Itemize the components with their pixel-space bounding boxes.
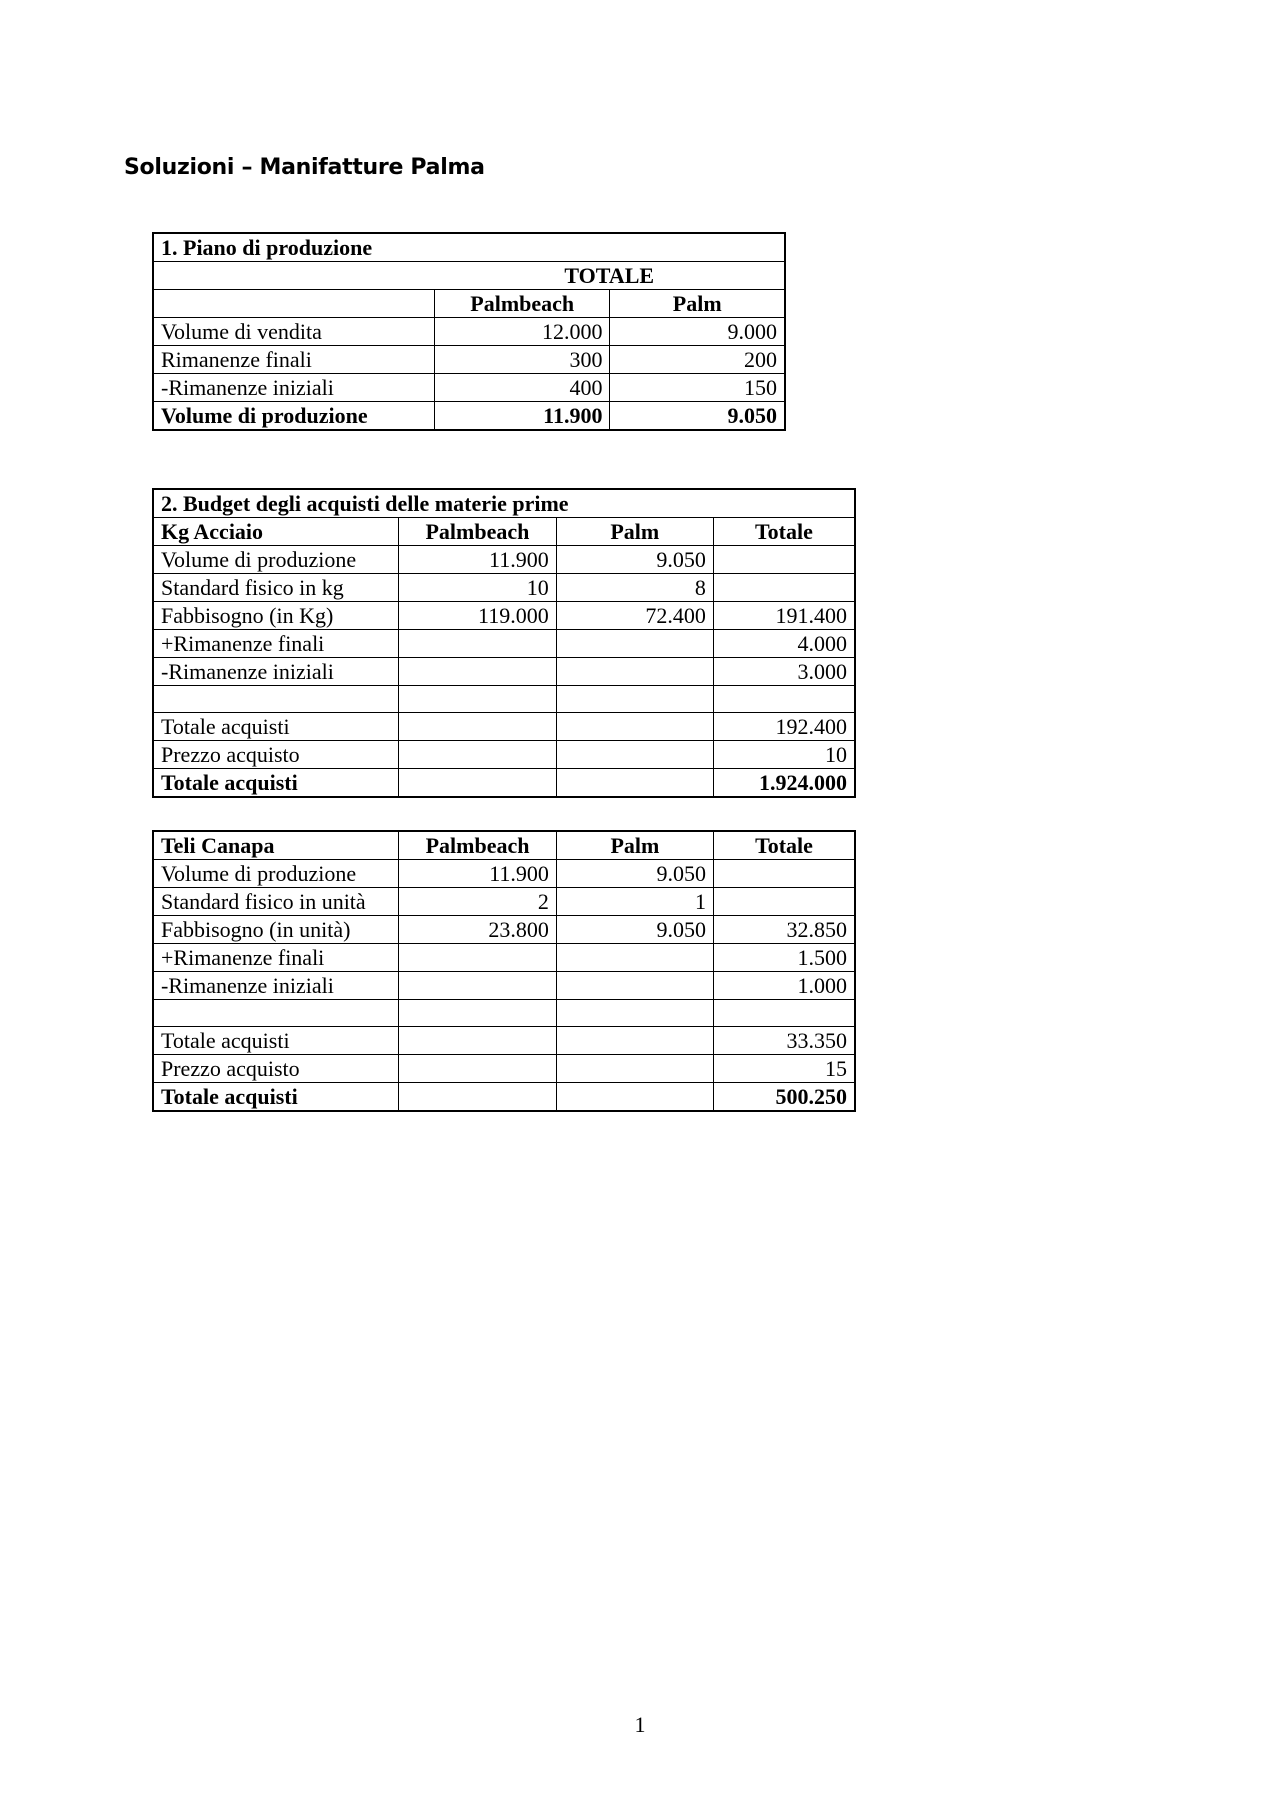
table-cell bbox=[399, 944, 557, 972]
column-header: Totale bbox=[713, 831, 855, 860]
column-header: Palm bbox=[556, 831, 713, 860]
row-label: Volume di vendita bbox=[153, 318, 434, 346]
table-cell: 1.500 bbox=[713, 944, 855, 972]
table-cell bbox=[556, 972, 713, 1000]
row-label: Fabbisogno (in unità) bbox=[153, 916, 399, 944]
table-cell bbox=[399, 1083, 557, 1112]
table-cell bbox=[713, 686, 855, 713]
row-label: Totale acquisti bbox=[153, 769, 399, 798]
hemp-purchases-table bbox=[152, 830, 856, 1112]
table-cell bbox=[556, 741, 713, 769]
table-cell: 23.800 bbox=[399, 916, 557, 944]
row-label: Prezzo acquisto bbox=[153, 1055, 399, 1083]
table-cell bbox=[556, 630, 713, 658]
table-row bbox=[153, 1083, 855, 1112]
row-label: Totale acquisti bbox=[153, 1027, 399, 1055]
table-cell bbox=[556, 1027, 713, 1055]
production-plan-heading: 1. Piano di produzione bbox=[153, 233, 785, 262]
table-cell: 1 bbox=[556, 888, 713, 916]
table-cell bbox=[556, 944, 713, 972]
table-cell: 10 bbox=[399, 574, 557, 602]
table-row bbox=[153, 658, 855, 686]
table-cell bbox=[556, 769, 713, 798]
table-row bbox=[153, 860, 855, 888]
table-cell: 3.000 bbox=[713, 658, 855, 686]
table-cell: 191.400 bbox=[713, 602, 855, 630]
row-label: +Rimanenze finali bbox=[153, 630, 399, 658]
table-cell: 192.400 bbox=[713, 713, 855, 741]
column-header: Palm bbox=[610, 290, 785, 318]
row-label: Volume di produzione bbox=[153, 546, 399, 574]
table-cell: 1.000 bbox=[713, 972, 855, 1000]
row-label bbox=[153, 686, 399, 713]
table-cell bbox=[399, 1027, 557, 1055]
table-cell: 8 bbox=[556, 574, 713, 602]
table-row bbox=[153, 290, 785, 318]
table-cell bbox=[556, 658, 713, 686]
table-row bbox=[153, 374, 785, 402]
table-row bbox=[153, 402, 785, 431]
column-header: Palmbeach bbox=[399, 831, 557, 860]
row-label: Standard fisico in unità bbox=[153, 888, 399, 916]
table-cell: 9.000 bbox=[610, 318, 785, 346]
table-cell bbox=[713, 888, 855, 916]
table-cell: 33.350 bbox=[713, 1027, 855, 1055]
table-cell: 15 bbox=[713, 1055, 855, 1083]
row-label: Volume di produzione bbox=[153, 860, 399, 888]
steel-purchases-table bbox=[152, 488, 856, 798]
table-row bbox=[153, 262, 785, 290]
column-header: Teli Canapa bbox=[153, 831, 399, 860]
row-label: Totale acquisti bbox=[153, 713, 399, 741]
row-label: +Rimanenze finali bbox=[153, 944, 399, 972]
table-cell bbox=[556, 713, 713, 741]
table-row bbox=[153, 972, 855, 1000]
table-row bbox=[153, 489, 855, 518]
table-cell bbox=[713, 546, 855, 574]
table-cell: 400 bbox=[434, 374, 609, 402]
table-cell bbox=[399, 769, 557, 798]
table-row bbox=[153, 741, 855, 769]
table-row bbox=[153, 916, 855, 944]
table-cell bbox=[399, 972, 557, 1000]
row-label: Prezzo acquisto bbox=[153, 741, 399, 769]
table-cell bbox=[556, 1000, 713, 1027]
column-header: Totale bbox=[713, 518, 855, 546]
column-header: Palmbeach bbox=[399, 518, 557, 546]
table-row bbox=[153, 574, 855, 602]
table-row bbox=[153, 888, 855, 916]
table-row bbox=[153, 630, 855, 658]
table-cell bbox=[399, 658, 557, 686]
table-cell: 1.924.000 bbox=[713, 769, 855, 798]
table-cell bbox=[399, 713, 557, 741]
table-cell: 11.900 bbox=[399, 546, 557, 574]
column-header: Palmbeach bbox=[434, 290, 609, 318]
table-row bbox=[153, 518, 855, 546]
table-row bbox=[153, 1055, 855, 1083]
table-cell bbox=[713, 860, 855, 888]
table-cell bbox=[713, 574, 855, 602]
table-row bbox=[153, 944, 855, 972]
column-header: Palm bbox=[556, 518, 713, 546]
table-cell bbox=[399, 630, 557, 658]
purchases-budget-heading: 2. Budget degli acquisti delle materie prime bbox=[153, 489, 855, 518]
row-label: Fabbisogno (in Kg) bbox=[153, 602, 399, 630]
table-cell bbox=[399, 1055, 557, 1083]
group-header: TOTALE bbox=[434, 262, 785, 290]
table-cell: 12.000 bbox=[434, 318, 609, 346]
table-cell: 9.050 bbox=[610, 402, 785, 431]
table-cell: 4.000 bbox=[713, 630, 855, 658]
table-cell: 500.250 bbox=[713, 1083, 855, 1112]
table-cell: 11.900 bbox=[399, 860, 557, 888]
table-cell: 9.050 bbox=[556, 860, 713, 888]
table-cell: 200 bbox=[610, 346, 785, 374]
table-row bbox=[153, 346, 785, 374]
table-cell bbox=[399, 741, 557, 769]
table-cell bbox=[556, 1083, 713, 1112]
row-label: -Rimanenze iniziali bbox=[153, 658, 399, 686]
production-plan-table bbox=[152, 232, 786, 431]
row-label: -Rimanenze iniziali bbox=[153, 972, 399, 1000]
column-header: Kg Acciaio bbox=[153, 518, 399, 546]
table-cell: 72.400 bbox=[556, 602, 713, 630]
table-cell: 9.050 bbox=[556, 916, 713, 944]
table-row bbox=[153, 233, 785, 262]
row-label: Standard fisico in kg bbox=[153, 574, 399, 602]
table-row bbox=[153, 1000, 855, 1027]
table-cell: 2 bbox=[399, 888, 557, 916]
table-cell: 150 bbox=[610, 374, 785, 402]
table-cell bbox=[556, 686, 713, 713]
page-number: 1 bbox=[634, 1712, 646, 1737]
table-cell bbox=[556, 1055, 713, 1083]
table-cell: 119.000 bbox=[399, 602, 557, 630]
table-row bbox=[153, 1027, 855, 1055]
table-row bbox=[153, 831, 855, 860]
row-label bbox=[153, 1000, 399, 1027]
table-cell: 10 bbox=[713, 741, 855, 769]
table-row bbox=[153, 686, 855, 713]
table-row bbox=[153, 769, 855, 798]
table-cell bbox=[399, 686, 557, 713]
table-row bbox=[153, 546, 855, 574]
row-label: Totale acquisti bbox=[153, 1083, 399, 1112]
table-row bbox=[153, 318, 785, 346]
table-cell bbox=[399, 1000, 557, 1027]
table-row bbox=[153, 713, 855, 741]
table-row bbox=[153, 602, 855, 630]
row-label: -Rimanenze iniziali bbox=[153, 374, 434, 402]
page-title: Soluzioni – Manifatture Palma bbox=[124, 155, 485, 180]
table-cell: 11.900 bbox=[434, 402, 609, 431]
table-cell: 9.050 bbox=[556, 546, 713, 574]
table-cell: 300 bbox=[434, 346, 609, 374]
table-cell bbox=[713, 1000, 855, 1027]
row-label: Volume di produzione bbox=[153, 402, 434, 431]
table-cell: 32.850 bbox=[713, 916, 855, 944]
row-label: Rimanenze finali bbox=[153, 346, 434, 374]
